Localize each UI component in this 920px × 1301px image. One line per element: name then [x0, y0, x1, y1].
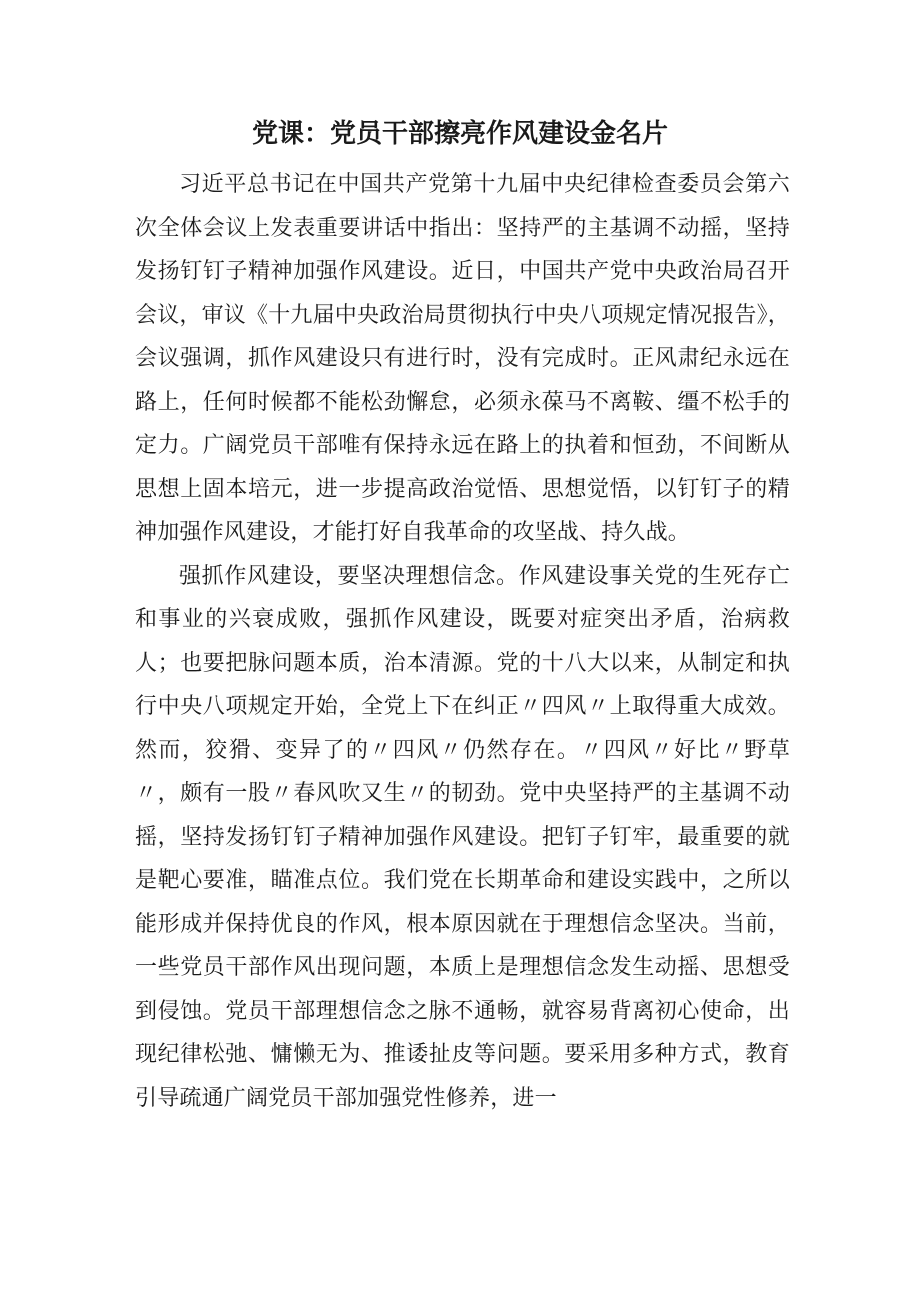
paragraph-1: 习近平总书记在中国共产党第十九届中央纪律检查委员会第六次全体会议上发表重要讲话中指出：坚持严的主基调不动摇，坚持发扬钉钉子精神加强作风建设。近日，中国共产党中央政治局召开会议，审议《十九届中央政治局贯彻执行中央八项规定情况报告》，会议强调，抓作风建设只有进行时，没有完成时。正风肃纪永远在路上，任何时候都不能松劲懈怠，必须永葆马不离鞍、缰不松手的定力。广阔党员干部唯有保持永远在路上的执着和恒劲，不间断从思想上固本培元，进一步提高政治觉悟、思想觉悟，以钉钉子的精神加强作风建设，才能打好自我革命的攻坚战、持久战。 — [135, 172, 791, 545]
document-body — [135, 163, 790, 1120]
document-title: 党课：党员干部擦亮作风建设金名片 — [251, 119, 668, 149]
paragraph-2: 强抓作风建设，要坚决理想信念。作风建设事关党的生死存亡和事业的兴衰成败，强抓作风建设，既要对症突出矛盾，治病救人；也要把脉问题本质，治本清源。党的十八大以来，从制定和执行中央八项规定开始，全党上下在纠正〃四风〃上取得重大成效。然而，狡猾、变异了的〃四风〃仍然存在。〃四风〃好比〃野草〃，颇有一股〃春风吹又生〃的韧劲。党中央坚持严的主基调不动摇，坚持发扬钉钉子精神加强作风建设。把钉子钉牢，最重要的就是靶心要准，瞄准点位。我们党在长期革命和建设实践中，之所以能形成并保持优良的作风，根本原因就在于理想信念坚决。当前，一些党员干部作风出现问题，本质上是理想信念发生动摇、思想受到侵蚀。党员干部理想信念之脉不通畅，就容易背离初心使命，出现纪律松弛、慵懒无为、推诿扯皮等问题。要采用多种方式，教育引导疏通广阔党员干部加强党性修养，进一 — [135, 563, 790, 1111]
